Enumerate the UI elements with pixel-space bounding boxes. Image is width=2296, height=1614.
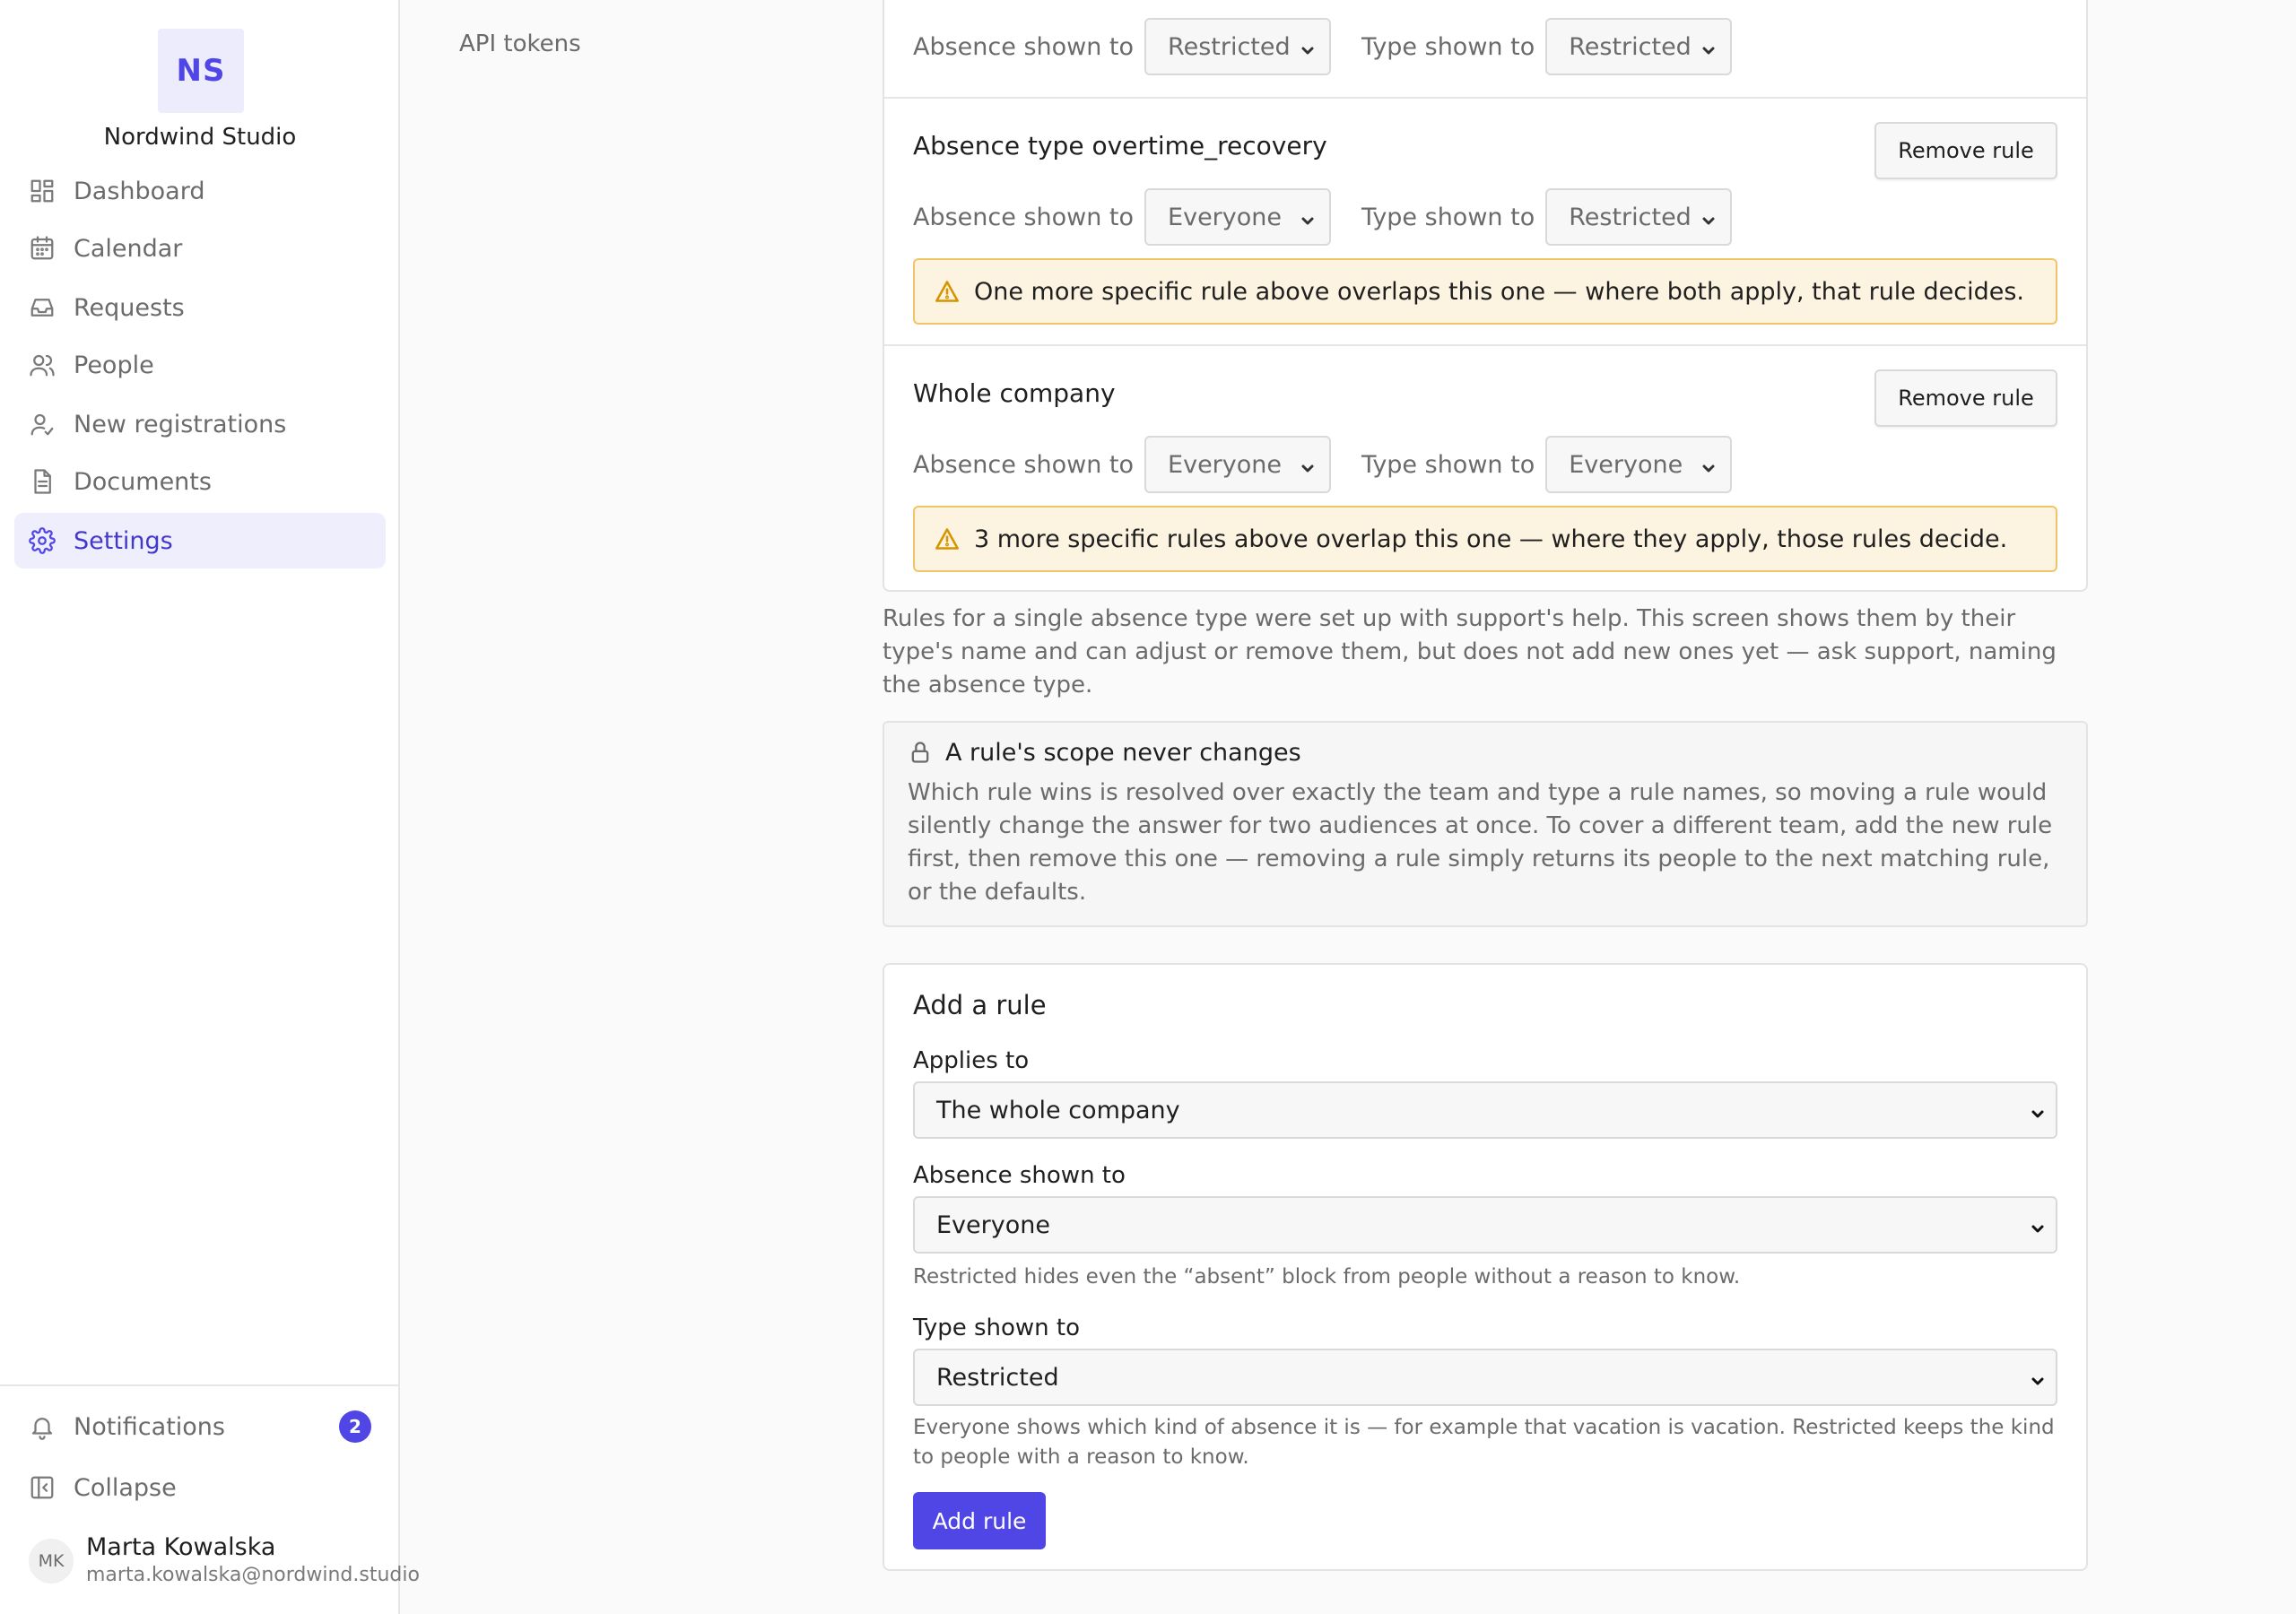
overlap-warning bbox=[913, 506, 2057, 572]
support-help-text: Rules for a single absence type were set up with support's help. This screen shows them by their type's name and can adjust or remove them, but does not add new ones yet — ask support, naming the absence type. bbox=[883, 605, 2057, 699]
select-value: Restricted bbox=[936, 1363, 1059, 1392]
type-shown-select[interactable] bbox=[1545, 18, 1732, 75]
select-value: Restricted bbox=[1569, 32, 1692, 61]
collapse-sidebar-icon bbox=[27, 1472, 57, 1503]
type-shown-label: Type shown to bbox=[1361, 32, 1535, 61]
select-value: The whole company bbox=[936, 1096, 1180, 1124]
people-icon bbox=[27, 350, 57, 380]
chevron-down-icon bbox=[1700, 208, 1718, 226]
chevron-down-icon bbox=[2029, 1368, 2047, 1386]
scope-note-title-text: A rule's scope never changes bbox=[945, 739, 1301, 767]
select-value: Everyone bbox=[1168, 203, 1283, 231]
rule-row bbox=[913, 18, 1762, 75]
subnav-item-api-tokens[interactable]: API tokens bbox=[459, 30, 581, 57]
select-value: Everyone bbox=[1569, 450, 1683, 479]
select-value: Everyone bbox=[1168, 450, 1283, 479]
chevron-down-icon bbox=[1299, 456, 1317, 473]
sidebar-item-requests[interactable] bbox=[14, 280, 386, 335]
sidebar-item-label: People bbox=[74, 351, 154, 379]
type-shown-label: Type shown to bbox=[1361, 203, 1535, 231]
dashboard-icon bbox=[27, 176, 57, 206]
sidebar-item-new-registrations[interactable] bbox=[14, 396, 386, 452]
applies-to-select[interactable] bbox=[913, 1081, 2057, 1139]
sidebar-divider bbox=[0, 1384, 400, 1386]
absence-shown-select[interactable] bbox=[1144, 436, 1331, 493]
type-shown-select[interactable] bbox=[913, 1349, 2057, 1406]
type-shown-select[interactable] bbox=[1545, 188, 1732, 246]
absence-shown-select[interactable] bbox=[1144, 18, 1331, 75]
sidebar-item-dashboard[interactable] bbox=[14, 163, 386, 219]
notifications-button[interactable] bbox=[14, 1399, 386, 1454]
notifications-label: Notifications bbox=[74, 1412, 225, 1441]
warning-icon bbox=[935, 526, 960, 551]
sidebar-item-label: Settings bbox=[74, 526, 173, 555]
lock-icon bbox=[908, 740, 935, 767]
add-rule-button[interactable]: Add rule bbox=[913, 1492, 1046, 1549]
chevron-down-icon bbox=[1299, 208, 1317, 226]
user-name: Marta Kowalska bbox=[86, 1533, 276, 1561]
brand-name: Nordwind Studio bbox=[103, 124, 297, 151]
rule-row bbox=[913, 436, 1762, 493]
user-email: marta.kowalska@nordwind.studio bbox=[86, 1564, 420, 1586]
warning-icon bbox=[935, 279, 960, 304]
overlap-warning bbox=[913, 258, 2057, 325]
remove-rule-button[interactable]: Remove rule bbox=[1874, 369, 2057, 427]
document-icon bbox=[27, 466, 57, 497]
absence-shown-label: Absence shown to bbox=[913, 203, 1135, 231]
collapse-button[interactable] bbox=[14, 1460, 386, 1515]
warning-text: 3 more specific rules above overlap this one — where they apply, those rules decide. bbox=[974, 525, 2008, 553]
chevron-down-icon bbox=[2029, 1101, 2047, 1119]
remove-rule-button[interactable]: Remove rule bbox=[1874, 122, 2057, 179]
sidebar-item-label: New registrations bbox=[74, 410, 287, 438]
notifications-count-badge: 2 bbox=[339, 1410, 371, 1443]
type-shown-help: Everyone shows which kind of absence it is — for example that vacation is vacation. Restricted keeps the kind to people with a reason to know. bbox=[913, 1416, 2055, 1469]
scope-note-title bbox=[908, 739, 1301, 767]
absence-shown-select[interactable] bbox=[1144, 188, 1331, 246]
rule-title: Whole company bbox=[913, 378, 1116, 408]
scope-note bbox=[883, 721, 2088, 927]
absence-shown-label: Absence shown to bbox=[913, 450, 1135, 479]
sidebar-item-settings[interactable] bbox=[14, 513, 386, 568]
sidebar-item-label: Requests bbox=[74, 293, 185, 322]
calendar-icon bbox=[27, 233, 57, 264]
select-value: Restricted bbox=[1569, 203, 1692, 231]
user-check-icon bbox=[27, 409, 57, 439]
warning-text: One more specific rule above overlaps this one — where both apply, that rule decides. bbox=[974, 277, 2024, 306]
chevron-down-icon bbox=[2029, 1216, 2047, 1234]
select-value: Restricted bbox=[1168, 32, 1291, 61]
rule-divider bbox=[884, 97, 2086, 99]
bell-icon bbox=[27, 1411, 57, 1442]
gear-icon bbox=[27, 525, 57, 556]
absence-shown-help: Restricted hides even the “absent” block from people without a reason to know. bbox=[913, 1265, 1741, 1289]
add-rule-form bbox=[883, 963, 2088, 1571]
sidebar-item-label: Dashboard bbox=[74, 177, 205, 205]
avatar[interactable]: MK bbox=[29, 1539, 74, 1584]
rule-row bbox=[913, 188, 1762, 246]
chevron-down-icon bbox=[1700, 456, 1718, 473]
sidebar-item-people[interactable] bbox=[14, 337, 386, 393]
scope-note-body: Which rule wins is resolved over exactly the team and type a rule names, so moving a rule would silently change the answer for two audiences at once. To cover a different team, add the new rule first, then remove this one — removing a rule simply returns its people to the next matching rule, or the defaults. bbox=[908, 779, 2053, 906]
brand-logo: NS bbox=[158, 29, 244, 113]
sidebar-item-documents[interactable] bbox=[14, 454, 386, 509]
sidebar-item-calendar[interactable] bbox=[14, 221, 386, 276]
absence-shown-label: Absence shown to bbox=[913, 32, 1135, 61]
inbox-icon bbox=[27, 292, 57, 323]
sidebar-item-label: Documents bbox=[74, 467, 212, 496]
rule-divider bbox=[884, 344, 2086, 346]
select-value: Everyone bbox=[936, 1210, 1050, 1239]
chevron-down-icon bbox=[1700, 38, 1718, 56]
type-shown-select[interactable] bbox=[1545, 436, 1732, 493]
applies-to-label: Applies to bbox=[913, 1047, 1030, 1074]
rule-title: Absence type overtime_recovery bbox=[913, 131, 1327, 161]
chevron-down-icon bbox=[1299, 38, 1317, 56]
type-shown-label: Type shown to bbox=[913, 1315, 1081, 1341]
absence-shown-label: Absence shown to bbox=[913, 1162, 1126, 1189]
collapse-label: Collapse bbox=[74, 1473, 177, 1502]
add-rule-title: Add a rule bbox=[913, 990, 1047, 1020]
sidebar bbox=[0, 0, 420, 1614]
visibility-rules-list bbox=[883, 0, 2088, 592]
type-shown-label: Type shown to bbox=[1361, 450, 1535, 479]
absence-shown-select[interactable] bbox=[913, 1196, 2057, 1254]
sidebar-item-label: Calendar bbox=[74, 234, 183, 263]
